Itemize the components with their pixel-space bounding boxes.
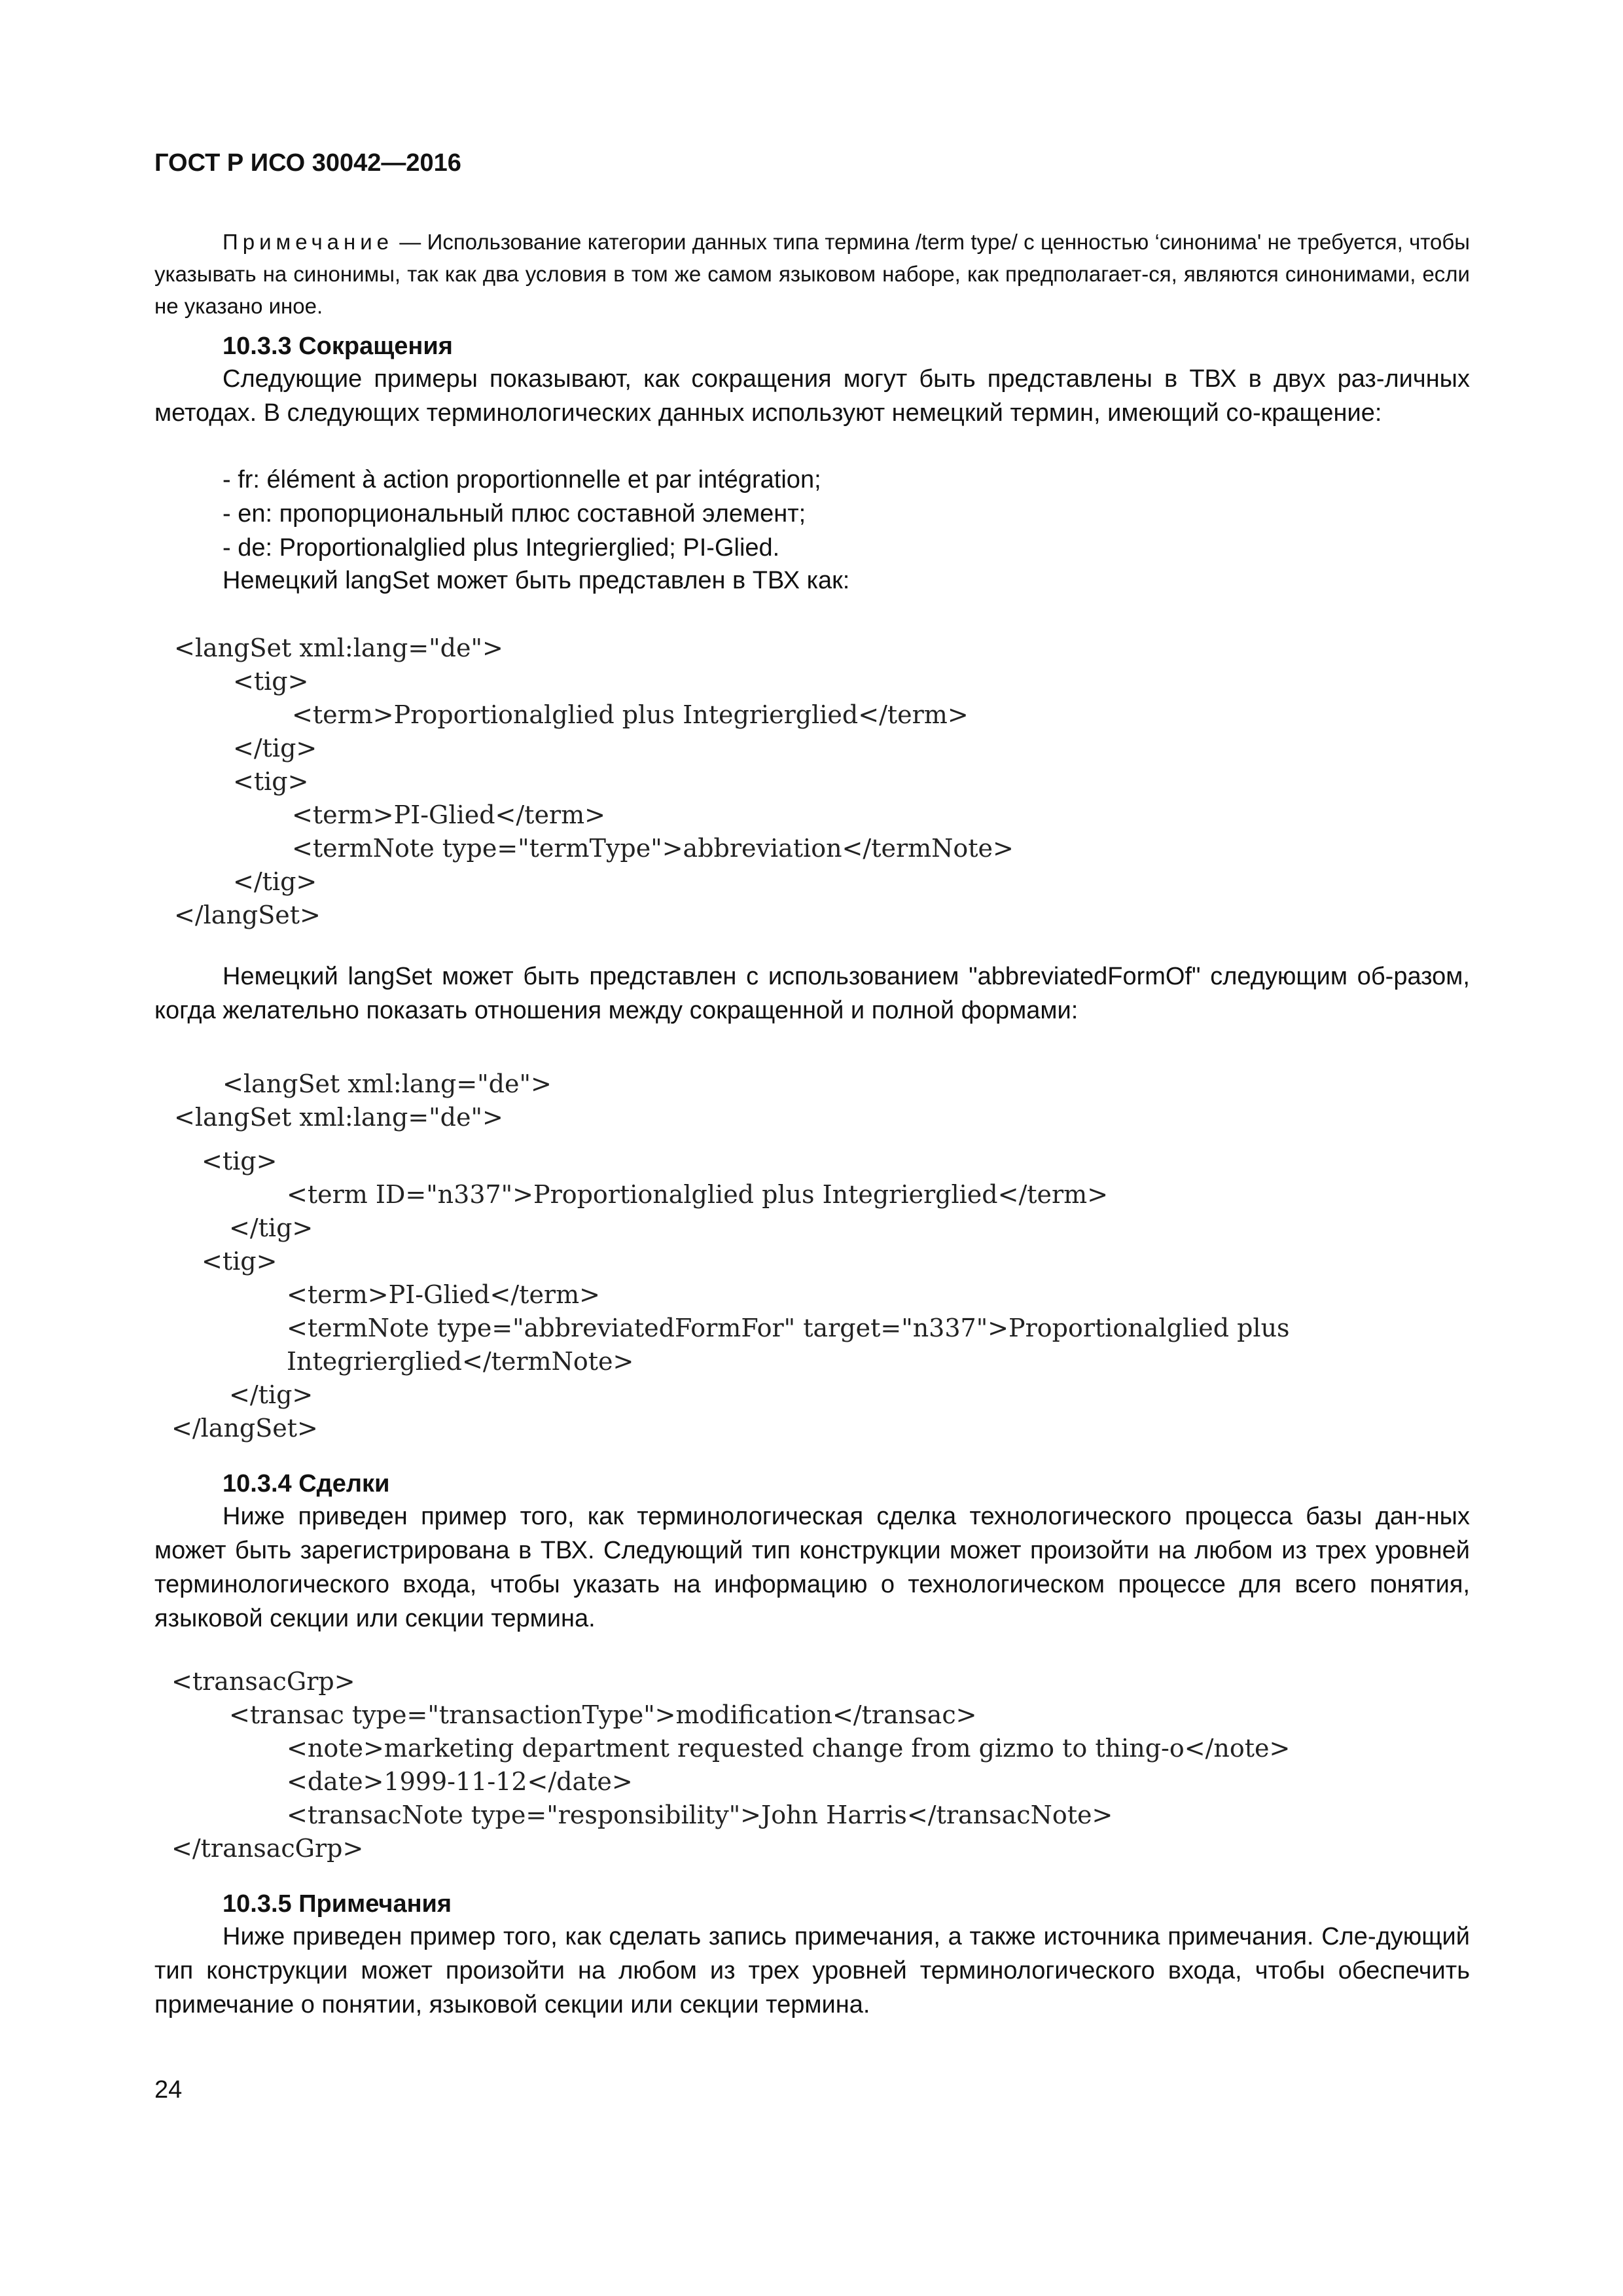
notes-paragraph: Ниже приведен пример того, как сделать запись примечания, а также источника примечания. Сле-дующий тип конструкции может произойти на любом из трех уровней терминологического входа, чтобы обеспечить примечание о понятии, языковой секции или секции термина.	[154, 1923, 1470, 2018]
code-line: <term ID="n337">Proportionalglied plus Integrierglied</term>	[287, 1180, 1109, 1209]
code-line: <term>PI-Glied</term>	[287, 1280, 600, 1309]
code-line: <transacGrp>	[171, 1667, 355, 1696]
section-heading-transactions: 10.3.4 Сделки	[223, 1470, 390, 1498]
list-item: - de: Proportionalglied plus Integrierglied; PI-Glied.	[223, 534, 780, 562]
code-line: <tig>	[233, 767, 309, 796]
note-label: Примечание	[223, 230, 394, 254]
code-line: </transacGrp>	[171, 1834, 364, 1863]
code-line: </tig>	[233, 734, 317, 762]
section-heading-abbreviations: 10.3.3 Сокращения	[223, 332, 453, 360]
note-text: — Использование категории данных типа термина /term type/ с ценностью ‘синонима' не требуется, чтобы указывать на синонимы, так как два условия в том же самом языковом наборе, как предполагает-ся, являются синонимами, если не указано иное.	[154, 230, 1470, 318]
code-line: <transac type="transactionType">modification</transac>	[229, 1700, 977, 1729]
code-line: </langSet>	[174, 901, 321, 929]
code-line: <tig>	[233, 667, 309, 696]
code-line: </tig>	[233, 867, 317, 896]
code-line: <tig>	[202, 1147, 277, 1175]
page-number: 24	[154, 2076, 183, 2104]
abbreviations-paragraph: Следующие примеры показывают, как сокращения могут быть представлены в ТВХ в двух раз-личных методах. В следующих терминологических данных используют немецкий термин, имеющий со-кращение:	[154, 365, 1470, 427]
code-intro: Немецкий langSet может быть представлен в ТВХ как:	[223, 567, 850, 594]
section-heading-notes: 10.3.5 Примечания	[223, 1890, 452, 1918]
code-line: </tig>	[229, 1380, 313, 1409]
code-line: <termNote type="abbreviatedFormFor" target="n337">Proportionalglied plus	[287, 1314, 1290, 1342]
list-item: - en: пропорциональный плюс составной элемент;	[223, 500, 806, 528]
list-item: - fr: élément à action proportionnelle et par intégration;	[223, 466, 821, 493]
code-line: <langSet xml:lang="de">	[174, 1103, 503, 1132]
code-line: </langSet>	[171, 1414, 318, 1443]
code-line: <tig>	[202, 1247, 277, 1276]
document-header: ГОСТ Р ИСО 30042—2016	[154, 149, 461, 177]
code-line: <term>Proportionalglied plus Integrierglied</term>	[292, 700, 969, 729]
code-line: <langSet xml:lang="de">	[174, 634, 503, 662]
note-paragraph	[154, 226, 1470, 322]
code-line: <langSet xml:lang="de">	[223, 1069, 552, 1098]
code-line: <term>PI-Glied</term>	[292, 800, 605, 829]
transactions-paragraph: Ниже приведен пример того, как терминологическая сделка технологического процесса базы дан-ных может быть зарегистрирована в ТВХ. Следующий тип конструкции может произойти на любом из трех уровней терминологического входа, чтобы указать на информацию о технологическом процессе для всего понятия, языковой секции или секции термина.	[154, 1503, 1470, 1632]
abbreviated-form-paragraph: Немецкий langSet может быть представлен с использованием "abbreviatedFormOf" следующим об-разом, когда желательно показать отношения между сокращенной и полной формами:	[154, 963, 1470, 1024]
code-line: <date>1999-11-12</date>	[287, 1767, 633, 1796]
code-line: <transacNote type="responsibility">John Harris</transacNote>	[287, 1801, 1113, 1829]
code-line: <termNote type="termType">abbreviation</termNote>	[292, 834, 1014, 863]
code-line: </tig>	[229, 1213, 313, 1242]
code-line: Integrierglied</termNote>	[287, 1347, 634, 1376]
code-line: <note>marketing department requested change from gizmo to thing-o</note>	[287, 1734, 1291, 1763]
